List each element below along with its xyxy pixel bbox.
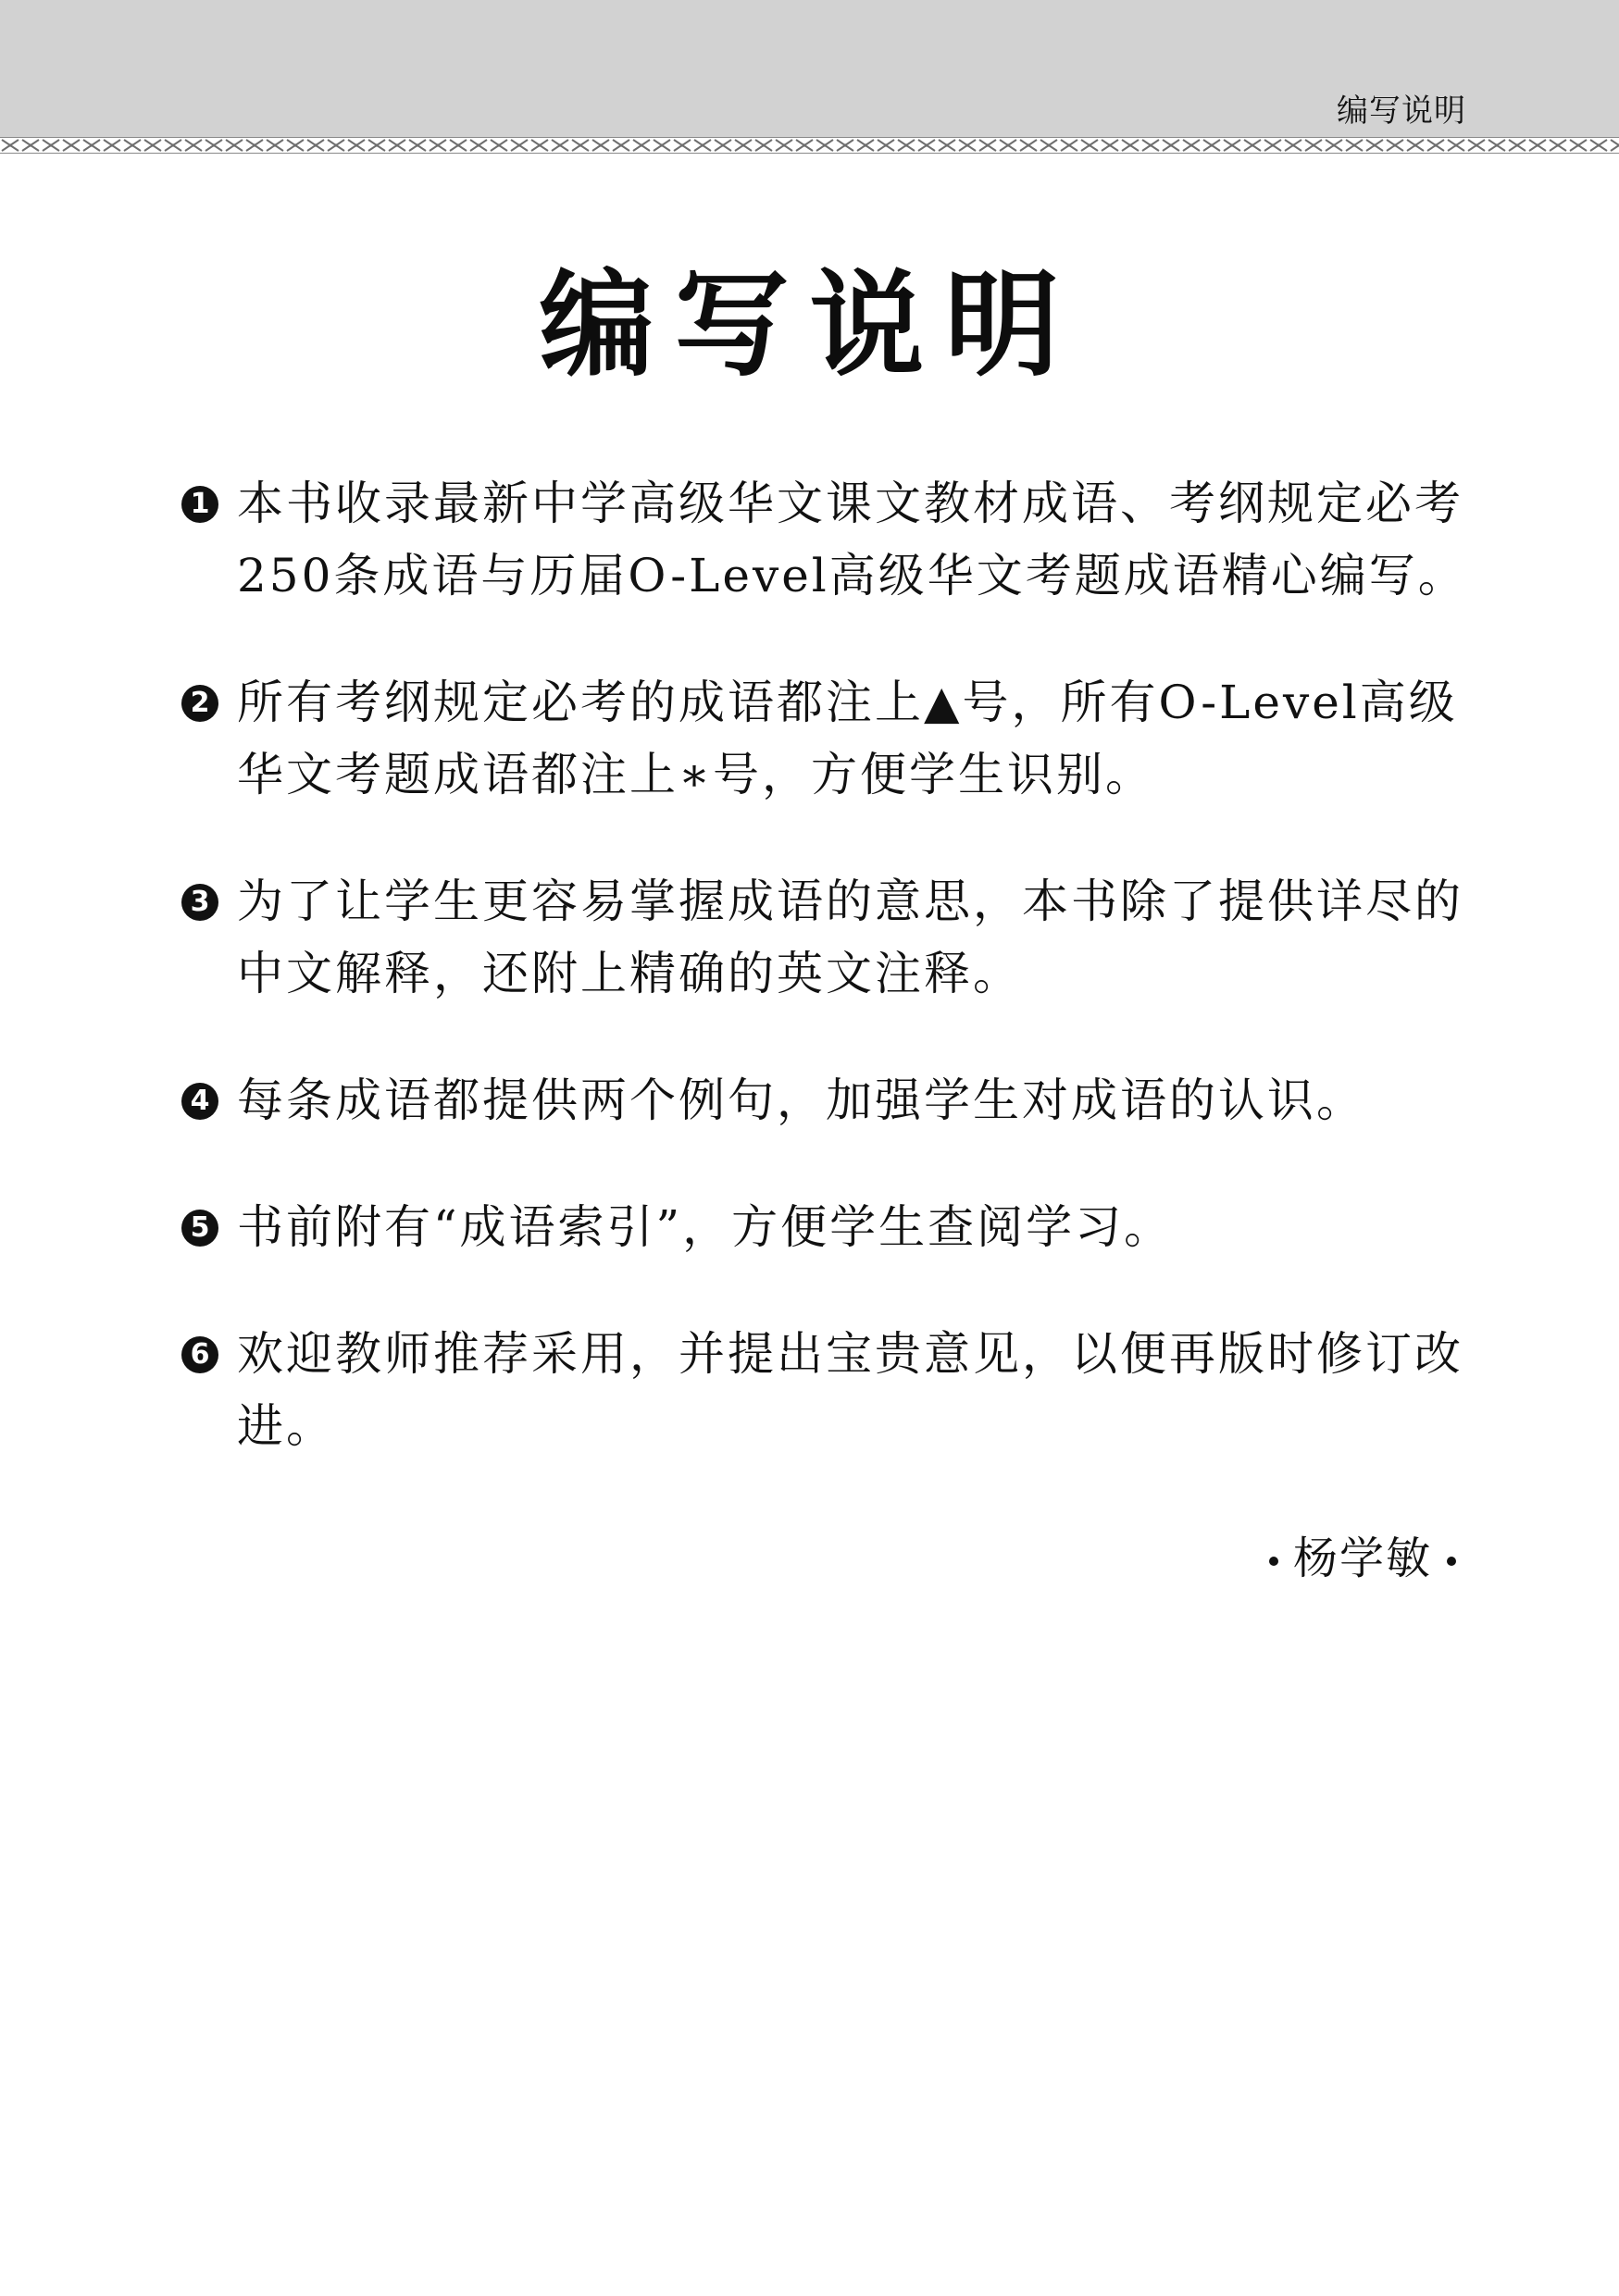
author-signature (1254, 1522, 1471, 1586)
note-number-badge: 5 (181, 1210, 218, 1247)
note-item (181, 1318, 1496, 1462)
note-item (181, 1064, 1496, 1136)
note-text: 为了让学生更容易掌握成语的意思，本书除了提供详尽的中文解释，还附上精确的英文注释。 (237, 875, 1463, 1000)
note-item (181, 467, 1496, 612)
note-number-badge: 4 (181, 1083, 218, 1120)
note-text: 书前附有“成语索引”，方便学生查阅学习。 (237, 1200, 1174, 1254)
note-number-badge: 3 (181, 884, 218, 921)
bullet-dot-icon (1269, 1557, 1278, 1566)
note-item (181, 865, 1496, 1010)
note-text: 所有考纲规定必考的成语都注上▲号，所有O-Level高级华文考题成语都注上∗号，方便学生识别。 (237, 676, 1458, 801)
notes-list (181, 467, 1496, 1462)
note-number-badge: 1 (181, 486, 218, 523)
bullet-dot-icon (1447, 1557, 1456, 1566)
page-title: 编写说明 (539, 259, 1080, 392)
note-number-badge: 2 (181, 685, 218, 722)
header-band (0, 0, 1619, 137)
decorative-border (0, 137, 1619, 154)
note-item (181, 1191, 1496, 1263)
author-name: 杨学敏 (1292, 1533, 1432, 1584)
note-text: 本书收录最新中学高级华文课文教材成语、考纲规定必考250条成语与历届O-Level高级华文考题成语精心编写。 (237, 477, 1467, 602)
note-text: 欢迎教师推荐采用，并提出宝贵意见，以便再版时修订改进。 (237, 1327, 1463, 1453)
note-number-badge: 6 (181, 1336, 218, 1373)
note-text: 每条成语都提供两个例句，加强学生对成语的认识。 (237, 1074, 1365, 1127)
note-item (181, 666, 1496, 811)
running-header-title: 编写说明 (1337, 93, 1466, 130)
